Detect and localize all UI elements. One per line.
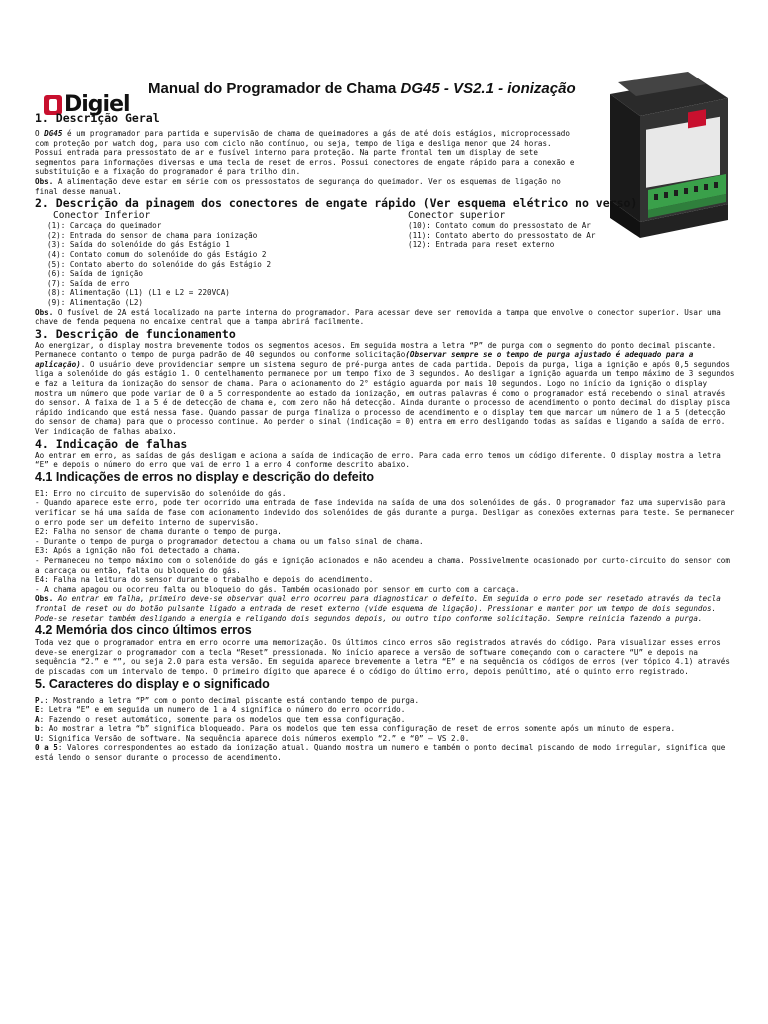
sec1-obs-label: Obs. (35, 176, 54, 186)
display-char-key: E (35, 705, 40, 715)
error-e4-title: E4: Falha na leitura do sensor durante o trabalho e depois do acendimento. (35, 575, 374, 585)
connector-columns (35, 210, 735, 307)
section-1-paragraph (35, 129, 580, 177)
section-4-2-title: 4.2 Memória dos cinco últimos erros (35, 623, 252, 638)
sec1-p1-c: é um programador para partida e supervisão de chama de queimadores a gás de até dois estágios, microprocessado com proteção por watch dog, para uso com ciclo não contínuo, ou seja, tempo de liga e desliga menor que 24 horas. Possui entrada para pressostato de ar e fusível interno para proteção. Na parte frontal tem um display de sete segmentos para informações diversas e uma tecla de reset de erros. Possui conectores de engate rápido para a conexão e substituição e a fixação do programador é para trilho din. (35, 129, 575, 177)
section-4-2-paragraph: Toda vez que o programador entra em erro ocorre uma memorização. Os últimos cinco erros são registrados através do código. Para visualizar esses erros deve-se energizar o programador com a tecla “Reset” pressionada. No início aparece a versão de software começando com o caractere “U” e depois na sequência “2.” e “”, ou seja 2.0 para esta versão. Em seguida aparece brevemente a letra “E” e na sequência os códigos de erros (ver tópico 4.1) através de piscadas com um intervalo de tempo. O primeiro dígito que aparece é o código do último erro, depois penúltimo, até o quinto erro registrado. (35, 638, 730, 676)
display-char-key: A (35, 714, 40, 724)
display-char-text: : Fazendo o reset automático, somente para os modelos que tem essa configuração. (39, 714, 406, 724)
display-char-item (35, 724, 735, 734)
display-char-text: : Letra “E” e em seguida um numero de 1 a 4 significa o número do erro ocorrido. (39, 705, 406, 715)
section-4-1-obs (35, 594, 735, 623)
display-char-item (35, 715, 735, 725)
display-chars-list (35, 696, 735, 763)
title-main: Manual do Programador de Chama (148, 80, 401, 97)
display-char-key: b (35, 724, 40, 734)
section-1-title: 1. Descrição Geral (35, 111, 160, 125)
title-model: DG45 - VS2.1 - ionização (400, 80, 576, 97)
display-char-item (35, 696, 735, 706)
error-e2-desc: - Durante o tempo de purga o programador detectou a chama ou um falso sinal de chama. (35, 536, 424, 546)
section-4-title: 4. Indicação de falhas (35, 436, 188, 451)
pin-item: (10): Contato comum do pressostato de Ar (408, 221, 591, 231)
sec41-obs-text: Ao entrar em falha, primeiro deve-se observar qual erro ocorreu para diagnosticar o defeito. Em seguida o erro pode ser resetado através da tecla frontal de reset ou do botão pulsante ligado a entrada de reset externo (vide esquema de ligação). Pressionar e manter por um tempo de dois segundos. Pode-se resetar também desligando a energia e religando dois segundos depois, ou outro tipo conforme solicitação. Sempre reinicia fazendo a purga. (35, 594, 721, 623)
display-char-text: : Ao mostrar a letra “b” significa bloqueado. Para os modelos que tem essa configuração de reset de erros somente após um minuto de espera. (39, 724, 676, 734)
pin-item: (4): Contato comum do solenóide do gás Estágio 2 (47, 249, 267, 259)
sec3-p-a: Ao energizar, o display mostra brevemente todos os segmentos acesos. Em seguida mostra a letra “P” de purga com o segmento do ponto decimal piscante. Permanece contanto o tempo de purga padrão de 40 segundos ou conforme solicitação (35, 340, 717, 360)
error-e3-desc: - Permaneceu no tempo máximo com o solenóide do gás e ignição acionados e não acendeu a chama. Possivelmente ocasionado por curto-circuito do sensor com a carcaça ou então, falta ou bloqueio do gás. (35, 555, 730, 575)
section-3-paragraph (35, 341, 735, 437)
pin-item: (7): Saída de erro (47, 278, 130, 288)
error-e2-title: E2: Falha no sensor de chama durante o tempo de purga. (35, 527, 282, 537)
pin-item: (3): Saída do solenóide do gás Estágio 1 (47, 240, 230, 250)
section-2-obs (35, 308, 735, 327)
display-char-text: : Valores correspondentes ao estado da ionização atual. Quando mostra um numero e também o ponto decimal piscando de modo irregular, significa que está lendo o sensor durante o processo de acendimento. (35, 743, 726, 763)
sec1-model: DG45 (44, 129, 63, 138)
section-2-title: 2. Descrição da pinagem dos conectores de engate rápido (Ver esquema elétrico no verso) (35, 196, 638, 211)
display-char-key: 0 a 5 (35, 743, 58, 753)
connector-superior-title: Conector superior (408, 210, 506, 222)
display-char-text: : Significa Versão de software. Na sequência aparece dois números exemplo “2.” e “0” – VS 2.0. (39, 733, 470, 743)
section-1-body (35, 129, 580, 196)
sec2-obs-label: Obs. (35, 307, 54, 317)
connector-inferior (35, 210, 408, 307)
sec1-obs-text: A alimentação deve estar em série com os pressostatos de segurança do queimador. Ver os esquemas de ligação no final desse manual. (35, 176, 561, 196)
pin-item: (5): Contato aberto do solenóide do gás Estágio 2 (47, 259, 272, 269)
display-char-text: : Mostrando a letra “P” com o ponto decimal piscante está contando tempo de purga. (44, 695, 420, 705)
section-4-1-title: 4.1 Indicações de erros no display e descrição do defeito (35, 469, 375, 484)
sec2-obs-text: O fusível de 2A está localizado na parte interna do programador. Para acessar deve ser removida a tampa que envolve o conector superior. Usar uma chave de fenda pequena no encaixe central que a tampa abrirá facilmente. (35, 307, 721, 327)
display-char-item (35, 743, 735, 762)
connector-inferior-list (35, 221, 408, 307)
display-char-key: U (35, 733, 40, 743)
section-5-title: 5. Caracteres do display e o significado (35, 676, 270, 691)
display-char-item (35, 734, 735, 744)
display-char-key: P. (35, 695, 45, 705)
error-e3-title: E3: Após a ignição não foi detectado a chama. (35, 546, 241, 556)
sec3-p-c: . O usuário deve providenciar sempre um sistema seguro de pré-purga antes de cada partida. Depois da purga, liga a ignição e após 0,5 segundos liga a solenóide do gás estágio 1. O centelhamento permanece por um tempo fixo de 3 segundos. Ao desligar a ignição aguarda um tempo máximo de 3 segundos e faz a leitura da ionização do sensor de chama. Para o acionamento do 2° estágio aguarda por mais 10 segundos. Logo no início da ignição o display mostra um número que pode variar de 0 a 5 correspondente ao estado da ionização, em outras palavras é como o programador está recebendo o sinal através do sensor. A faixa de 1 a 5 é de detecção de chama e, com zero não há detecção. Ainda durante o processo de acendimento o ponto decimal do display pisca rápido indicando que está nessa fase. Quando passar de purga finaliza o processo de acendimento e o display tem que marcar um número de 1 a 5 (detecção do sensor de chama) para que o processo continue. Ao perder o sinal (indicação = 0) entra em erro desligando todas as saídas e ligando a saída de erro. Ver indicação de falhas abaixo. (35, 359, 735, 437)
connector-superior-list (408, 221, 728, 250)
connector-superior (408, 210, 728, 307)
pin-item: (9): Alimentação (L2) (47, 297, 144, 307)
page-title (148, 80, 576, 97)
sec3-p-b: (Observar sempre se o tempo de purga ajustado é adequado para a aplicação) (35, 350, 694, 369)
sec1-p1-a: O (35, 129, 45, 138)
section-4-paragraph: Ao entrar em erro, as saídas de gás desligam e aciona a saída de indicação de erro. Para cada erro temos um código diferente. O display mostra a letra “E” e depois o número do erro que vai de erro 1 a erro 4 conforme descrito abaixo. (35, 450, 721, 470)
logo-text: Digiel (64, 92, 130, 117)
error-e4-desc: - A chama apagou ou ocorreu falta ou bloqueio do gás. Também ocasionado por sensor em curto com a carcaça. (35, 584, 520, 594)
section-1-obs (35, 177, 580, 196)
pin-item: (2): Entrada do sensor de chama para ionização (47, 230, 258, 240)
section-3-title: 3. Descrição de funcionamento (35, 326, 236, 341)
content (35, 111, 735, 763)
error-e1-title: E1: Erro no circuito de supervisão do solenóide do gás. (35, 488, 287, 498)
pin-item: (11): Contato aberto do pressostato de Ar (408, 230, 596, 240)
display-char-item (35, 705, 735, 715)
pin-item: (6): Saída de ignição (47, 269, 144, 279)
error-e1-desc: - Quando aparece este erro, pode ter ocorrido uma entrada de fase indevida na saída de uma dos solenóides de gás. O programador faz uma supervisão para verificar se há uma saída de fase com acionamento indevido dos solenóides de gás durante a purga. Desligar as conexões externas para teste. Se permanecer o erro pode ser um defeito interno de supervisão. (35, 498, 735, 527)
pin-item: (8): Alimentação (L1) (L1 e L2 = 220VCA) (47, 288, 230, 298)
sec41-obs-label: Obs. (35, 594, 54, 604)
error-list (35, 489, 735, 595)
connector-inferior-title: Conector Inferior (53, 210, 151, 222)
pin-item: (1): Carcaça do queimador (47, 221, 162, 231)
pin-item: (12): Entrada para reset externo (408, 240, 555, 250)
